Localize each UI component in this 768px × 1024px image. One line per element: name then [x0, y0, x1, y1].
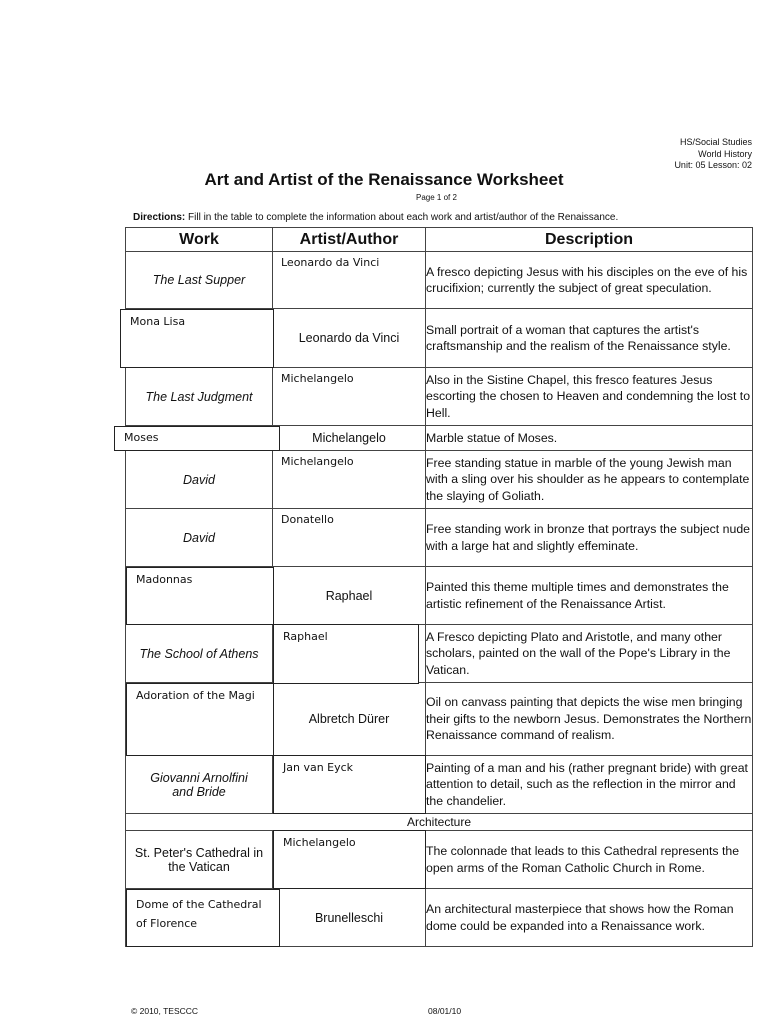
description-cell: Painted this theme multiple times and demonstrates the artistic refinement of the Renaissance Artist.	[426, 567, 753, 625]
course-header	[674, 137, 752, 172]
footer-copyright: © 2010, TESCCC	[131, 1006, 199, 1016]
table-row	[126, 451, 753, 509]
artist-answer: Jan van Eyck	[283, 761, 354, 774]
artist-answer-cell[interactable]	[273, 509, 426, 567]
work-answer-box[interactable]	[126, 567, 274, 625]
table-row	[126, 426, 753, 451]
artist-cell: Michelangelo	[273, 426, 426, 451]
work-cell: Giovanni Arnolfini and Bride	[126, 756, 273, 814]
description-cell: The colonnade that leads to this Cathedral represents the open arms of the Roman Catholic Church in Rome.	[426, 831, 753, 889]
artist-cell: Leonardo da Vinci	[273, 309, 426, 368]
work-answer-box[interactable]	[126, 683, 274, 756]
description-cell: Marble statue of Moses.	[426, 426, 753, 451]
work-answer: Moses	[124, 431, 159, 444]
artist-answer: Leonardo da Vinci	[281, 256, 380, 269]
directions-text: Fill in the table to complete the information about each work and artist/author of the Renaissance.	[185, 212, 619, 223]
artist-answer-cell[interactable]	[273, 252, 426, 309]
worksheet-title: Art and Artist of the Renaissance Worksheet	[204, 170, 564, 189]
artist-answer: Michelangelo	[281, 372, 354, 385]
work-answer-cell[interactable]	[126, 889, 273, 947]
artist-cell: Brunelleschi	[273, 889, 426, 947]
artist-cell: Raphael	[273, 567, 426, 625]
work-answer-cell[interactable]	[126, 567, 273, 625]
table-row	[126, 756, 753, 814]
course-label: World History	[698, 148, 752, 159]
artist-answer-cell[interactable]	[273, 368, 426, 426]
artist-answer-box[interactable]	[273, 755, 426, 814]
work-cell: David	[126, 451, 273, 509]
directions-label: Directions:	[133, 212, 186, 223]
work-cell: The School of Athens	[126, 625, 273, 683]
work-answer-box[interactable]	[114, 426, 280, 451]
artist-answer: Michelangelo	[281, 455, 354, 468]
artist-answer-box[interactable]	[273, 624, 419, 684]
footer-date: 08/01/10	[428, 1006, 462, 1016]
table-header-row	[126, 228, 753, 252]
description-cell: Also in the Sistine Chapel, this fresco features Jesus escorting the chosen to Heaven and condemning the lost to Hell.	[426, 368, 753, 426]
directions	[133, 212, 618, 223]
artist-answer: Raphael	[283, 630, 328, 643]
artist-answer-box[interactable]	[273, 830, 426, 889]
artist-answer-cell[interactable]	[273, 756, 426, 814]
description-cell: Small portrait of a woman that captures the artist's craftsmanship and the realism of the Renaissance style.	[426, 309, 753, 368]
col-header-description: Description	[426, 228, 753, 252]
artist-answer-cell[interactable]	[273, 625, 426, 683]
table-row	[126, 309, 753, 368]
work-cell: David	[126, 509, 273, 567]
work-answer-cell[interactable]	[126, 683, 273, 756]
table-row	[126, 625, 753, 683]
table-row	[126, 889, 753, 947]
unit-label: Unit: 05 Lesson: 02	[674, 160, 752, 170]
work-cell: The Last Supper	[126, 252, 273, 309]
work-answer: Adoration of the Magi	[136, 689, 255, 702]
artist-answer: Michelangelo	[283, 836, 356, 849]
artist-answer: Donatello	[281, 513, 334, 526]
section-row	[126, 814, 753, 831]
work-cell: The Last Judgment	[126, 368, 273, 426]
description-cell: A fresco depicting Jesus with his disciples on the eve of his crucifixion; currently the subject of great speculation.	[426, 252, 753, 309]
dept-label: HS/Social Studies	[679, 137, 752, 147]
work-answer-box[interactable]	[126, 889, 280, 947]
work-answer-cell[interactable]	[126, 309, 273, 368]
artist-answer-cell[interactable]	[273, 831, 426, 889]
table-row	[126, 567, 753, 625]
artist-answer-cell[interactable]	[273, 451, 426, 509]
table-row	[126, 252, 753, 309]
description-cell: Free standing work in bronze that portrays the subject nude with a large hat and slightly effeminate.	[426, 509, 753, 567]
work-answer: Madonnas	[136, 573, 193, 586]
table-row	[126, 683, 753, 756]
worksheet-table	[125, 227, 753, 947]
col-header-artist: Artist/Author	[273, 228, 426, 252]
description-cell: Free standing statue in marble of the young Jewish man with a sling over his shoulder as he appears to contemplate the slaying of Goliath.	[426, 451, 753, 509]
work-answer: Mona Lisa	[130, 315, 186, 328]
work-answer-cell[interactable]	[126, 426, 273, 451]
table-row	[126, 509, 753, 567]
artist-cell: Albretch Dürer	[273, 683, 426, 756]
page-number: Page 1 of 2	[416, 193, 457, 202]
description-cell: Painting of a man and his (rather pregnant bride) with great attention to detail, such as the reflection in the mirror and the chandelier.	[426, 756, 753, 814]
work-answer-box[interactable]	[120, 309, 274, 368]
section-architecture: Architecture	[126, 814, 753, 831]
col-header-work: Work	[126, 228, 273, 252]
description-cell: A Fresco depicting Plato and Aristotle, and many other scholars, painted on the wall of the Pope's Library in the Vatican.	[426, 625, 753, 683]
table-row	[126, 368, 753, 426]
description-cell: An architectural masterpiece that shows how the Roman dome could be expanded into a Renaissance work.	[426, 889, 753, 947]
description-cell: Oil on canvass painting that depicts the wise men bringing their gifts to the newborn Jesus. Demonstrates the Northern Renaissance command of realism.	[426, 683, 753, 756]
table-row	[126, 831, 753, 889]
work-answer: Dome of the Cathedral of Florence	[136, 898, 262, 930]
work-cell: St. Peter's Cathedral in the Vatican	[126, 831, 273, 889]
